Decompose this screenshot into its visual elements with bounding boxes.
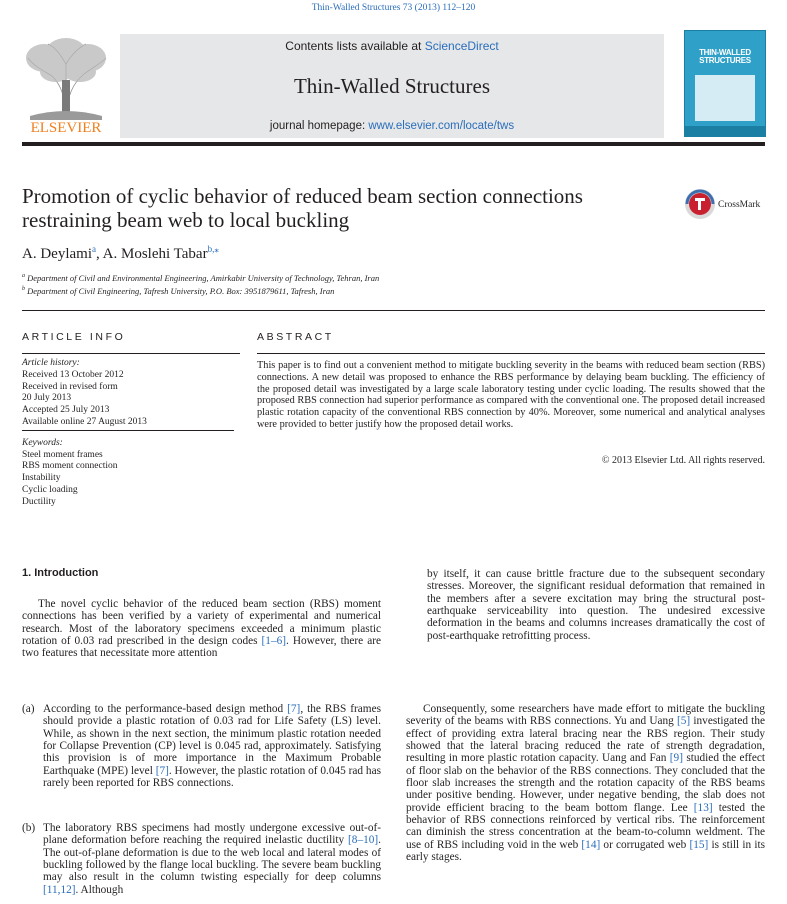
- elsevier-logo: [22, 36, 110, 134]
- homepage-prefix: journal homepage:: [269, 120, 369, 132]
- affiliation-a: [22, 273, 379, 283]
- reference-link[interactable]: [11,12]: [43, 883, 76, 896]
- reference-link[interactable]: [1–6]: [261, 635, 287, 648]
- history-accepted: Accepted 25 July 2013: [22, 405, 110, 416]
- reference-link[interactable]: [13]: [693, 801, 713, 814]
- paragraph-text: studied the effect of floor slab on the behavior of the RBS connections. They concluded that the floor slab increases the strength and the rotation capacity of the RBS beams under positive bending. However, under negative bending, the slab does not provide efficient bracing to the beam bottom flange. Lee: [406, 752, 765, 814]
- author-name[interactable]: A. Deylami: [22, 246, 92, 262]
- affiliation-b: [22, 286, 334, 296]
- paragraph-text: The laboratory RBS specimens had mostly undergone excessive out-of-plane deformation before reaching the required inelastic ductility: [43, 822, 381, 847]
- author-name[interactable]: A. Moslehi Tabar: [102, 246, 208, 262]
- journal-cover[interactable]: [684, 30, 766, 137]
- spacer: [22, 431, 240, 438]
- author-affiliation-marker[interactable]: a: [91, 244, 96, 254]
- contents-line: [120, 39, 664, 53]
- keywords-label: Keywords:: [22, 437, 63, 448]
- paragraph-text: . Although: [75, 883, 124, 896]
- affiliation-text: Department of Civil and Environmental Engineering, Amirkabir University of Technology, Tehran, Iran: [27, 273, 380, 283]
- cover-title: THIN-WALLED STRUCTURES: [699, 48, 751, 65]
- history-label: Article history:: [22, 358, 80, 368]
- paragraph-text: . However, the plastic rotation of 0.045 rad has rarely been reported for RBS connections.: [43, 764, 381, 790]
- reference-link[interactable]: [7]: [155, 764, 169, 777]
- paragraph-text: . The out-of-plane deformation is due to the web local and lateral modes of buckling followed by the flange local buckling. The severe beam buckling may also result in the column twisting especially for deep columns: [43, 834, 381, 884]
- list-item-label: (b): [22, 822, 36, 834]
- section-heading: 1. Introduction: [22, 567, 99, 579]
- cover-footer-bar: [685, 126, 765, 136]
- elsevier-wordmark: ELSEVIER: [30, 120, 102, 134]
- list-item-b: [22, 822, 381, 896]
- journal-citation[interactable]: Thin-Walled Structures 73 (2013) 112–120: [311, 3, 476, 13]
- elsevier-tree-icon: [22, 36, 110, 134]
- author-list: [22, 244, 219, 263]
- keyword-item: Instability: [22, 473, 61, 484]
- list-item-text: [43, 822, 381, 896]
- paragraph-text: tested the behavior of RBS connections reinforced by vertical ribs. The reinforcement can diminish the stress concentration at the beam-to-column weldment. The use of RBS including void in the web: [406, 801, 765, 851]
- paragraph-text: investigated the effect of providing extra lateral bracing near the RBS region. Their study showed that the lateral bracing reduced the rate of strength degradation, resulting in more plastic rotation capacity. Uang and Fan: [406, 715, 765, 765]
- right-paragraph-continuation: by itself, it can cause brittle fracture due to the subsequent secondary stresses. Moreover, the significant residual deformation that remained in the members after a severe excitation may bring the structural post-earthquake serviceability into question. The undesired excessive deformation in the beams and columns increases dramatically the cost of post-earthquake retrofitting process.: [427, 568, 765, 642]
- abstract-text: This paper is to find out a convenient method to mitigate buckling severity in the beams with reduced beam section (RBS) connections. A new detail was proposed to enhance the RBS performance by delaying beam buckling. The efficiency of the proposed detail was investigated by a large scale laboratory testing under cyclic loading. The results showed that the proposed RBS connection had superior performance as compared with the conventional one. The proposed detail increased plastic rotation capacity of the conventional RBS connection by 40%. Moreover, some numerical and analytical analyses were provided to better justify how the proposed detail works.: [257, 360, 765, 430]
- homepage-line: [120, 120, 664, 132]
- author-separator: ,: [95, 246, 103, 262]
- author-affiliation-marker[interactable]: b,⁎: [207, 244, 219, 254]
- crossmark-label: CrossMark: [718, 200, 761, 210]
- affiliation-marker: a: [22, 273, 25, 280]
- paragraph-text: . However, there are two features that necessitate more attention: [22, 635, 381, 660]
- article-info-rule: [22, 353, 240, 354]
- reference-link[interactable]: [7]: [287, 703, 301, 715]
- list-item-label: (a): [22, 703, 35, 715]
- right-paragraph: [406, 703, 765, 863]
- article-info-heading: ARTICLE INFO: [22, 331, 126, 343]
- keyword-item: Steel moment frames: [22, 449, 103, 460]
- affiliation-text: Department of Civil Engineering, Tafresh University, P.O. Box: 3951879611, Tafresh, Iran: [27, 286, 335, 296]
- reference-link[interactable]: [9]: [669, 752, 683, 765]
- article-title: Promotion of cyclic behavior of reduced beam section connections restraining beam web to local buckling: [22, 184, 583, 232]
- history-online: Available online 27 August 2013: [22, 417, 234, 431]
- history-revised-date: 20 July 2013: [22, 393, 72, 404]
- journal-name: Thin-Walled Structures: [293, 74, 490, 98]
- history-received: Received 13 October 2012: [22, 369, 124, 380]
- crossmark-icon: [684, 188, 716, 220]
- reference-link[interactable]: [8–10]: [348, 834, 379, 847]
- keyword-item: Ductility: [22, 496, 56, 507]
- reference-link[interactable]: [14]: [581, 838, 601, 851]
- abstract-rule: [257, 353, 765, 354]
- reference-link[interactable]: [5]: [677, 715, 691, 728]
- keyword-item: RBS moment connection: [22, 461, 118, 472]
- header-rule: [22, 142, 765, 146]
- homepage-link[interactable]: www.elsevier.com/locate/tws: [368, 120, 515, 132]
- affiliation-marker: b: [22, 286, 25, 293]
- paragraph-text: is still in its early stages.: [406, 838, 765, 864]
- copyright-notice: © 2013 Elsevier Ltd. All rights reserved.: [601, 455, 765, 466]
- paragraph-text: , the RBS frames should provide a plastic rotation of 0.03 rad for Life Safety (LS) level. While, as shown in the next section, the minimum plastic rotation needed for Collapse Prevention (CP) level is 0.045 rad, approximately. Satisfying this provision is of more importance in the Maximum Probable Earthquake (MPE) level: [43, 703, 382, 777]
- abstract-heading: ABSTRACT: [257, 331, 334, 343]
- intro-paragraph: [22, 598, 381, 660]
- history-revised: Received in revised form: [22, 381, 118, 392]
- paragraph-text: The novel cyclic behavior of the reduced beam section (RBS) moment connections has been verified by a variety of experimental and numerical research. Most of the laboratory specimens exceeded a minimum plastic rotation of 0.03 rad prescribed in the design codes: [22, 598, 381, 648]
- crossmark-badge[interactable]: [684, 188, 774, 222]
- keyword-item: Cyclic loading: [22, 484, 78, 495]
- paragraph-text: or corrugated web: [600, 838, 690, 851]
- contents-prefix: Contents lists available at: [285, 39, 425, 53]
- title-rule: [22, 310, 765, 311]
- sciencedirect-link[interactable]: ScienceDirect: [424, 39, 499, 53]
- article-info-block: [22, 358, 240, 509]
- paragraph-text: Consequently, some researchers have made effort to mitigate the buckling severity of the beams with RBS connections. Yu and Uang: [406, 703, 765, 728]
- paragraph-text: According to the performance-based design method: [43, 703, 288, 715]
- reference-link[interactable]: [15]: [689, 838, 709, 851]
- journal-banner: [120, 34, 664, 138]
- list-item-text: [43, 703, 381, 789]
- cover-panel: [695, 75, 755, 121]
- list-item-a: [22, 703, 381, 789]
